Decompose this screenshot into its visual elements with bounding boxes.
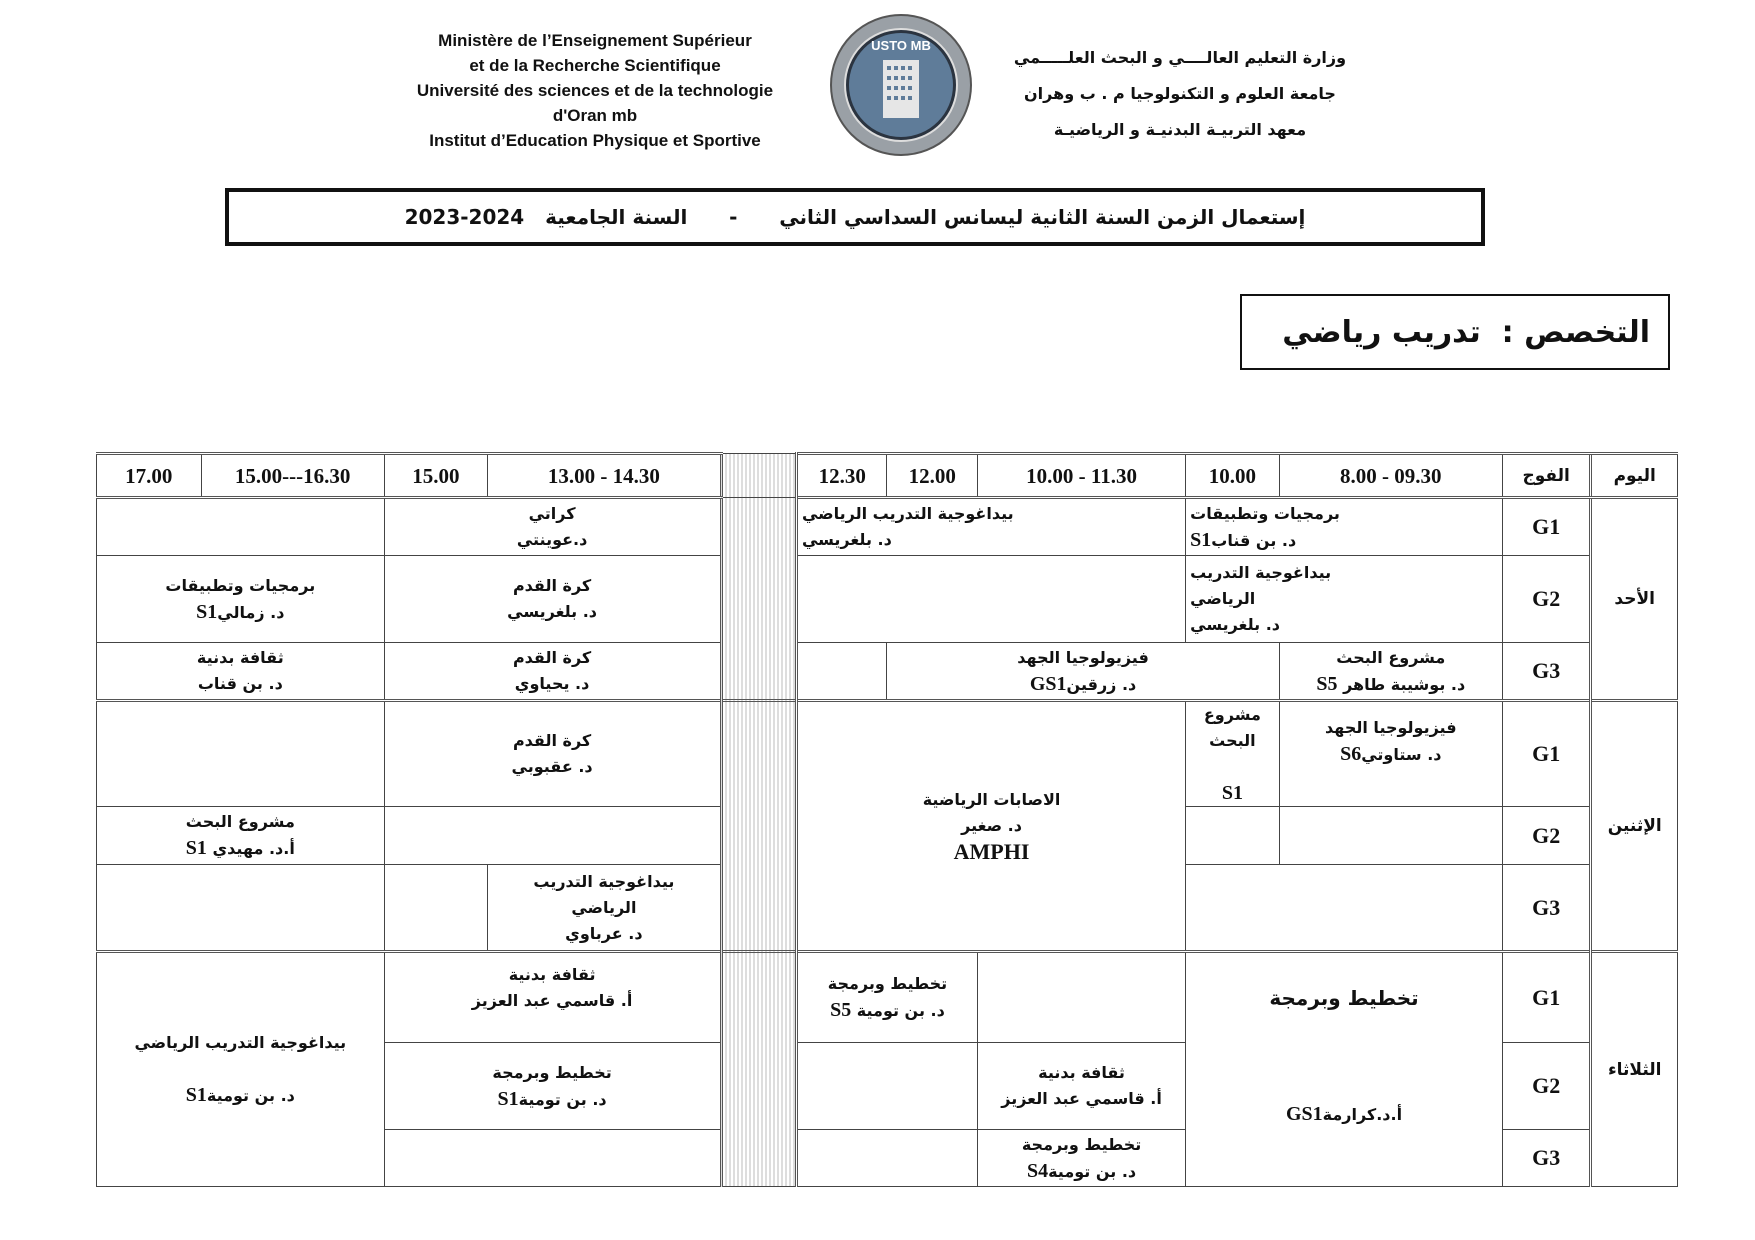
teacher-room: د. بن تومية S5 xyxy=(830,999,945,1021)
subject: مشروع البحث xyxy=(185,812,295,831)
teacher: د. بلغريسي xyxy=(801,530,892,549)
subject: برمجيات وتطبيقات xyxy=(165,575,316,595)
break-column xyxy=(721,701,796,952)
cell-empty xyxy=(796,1043,977,1130)
subject: كرة القدم xyxy=(512,576,592,595)
cell-sun-g3-morning xyxy=(1279,643,1502,701)
teacher: د.عوينتي xyxy=(516,530,588,549)
cell-mon-amphi xyxy=(796,701,1185,952)
cell-tue-g3-midmorning xyxy=(977,1130,1185,1187)
fr-line-5: Institut d’Education Physique et Sportive xyxy=(429,131,761,150)
timetable xyxy=(96,452,1678,1187)
title-year: 2023-2024 xyxy=(404,205,525,229)
teacher: د. صغير xyxy=(961,816,1022,835)
subject: تخطيط وبرمجة xyxy=(827,974,948,993)
subject: ثقافة بدنية xyxy=(196,648,284,667)
col-group: الفوج xyxy=(1502,454,1591,498)
cell-mon-g1-morning xyxy=(1279,701,1502,807)
subject: ثقافة بدنية xyxy=(508,964,596,984)
room: S1 xyxy=(1221,782,1243,804)
day-monday: الإثنين xyxy=(1591,701,1678,952)
col-t9: 17.00 xyxy=(97,454,202,498)
teacher: د. بلغريسي xyxy=(1190,615,1280,634)
ar-line-2: جامعة العلوم و التكنولوجيا م . ب وهران xyxy=(1024,84,1336,103)
cell-sun-g2-morning xyxy=(1186,556,1503,643)
teacher: د. عرباوي xyxy=(565,923,643,943)
fr-line-1: Ministère de l’Enseignement Supérieur xyxy=(438,31,752,50)
subject: الاصابات الرياضية xyxy=(922,790,1061,809)
cell-empty xyxy=(384,1130,721,1187)
subject: بيداغوجية التدريب الرياضي xyxy=(801,504,1014,523)
teacher: د. بلغريسي xyxy=(507,602,597,621)
teacher-room: أ.د.كرارمةGS1 xyxy=(1285,1103,1403,1125)
teacher-room: د. بن قنابS1 xyxy=(1190,528,1297,551)
cell-mon-g2-late xyxy=(97,807,385,865)
header-french xyxy=(395,28,795,153)
fr-line-3: Université des sciences et de la technologie xyxy=(416,81,774,100)
subject: ثقافة بدنية xyxy=(1038,1063,1125,1082)
subject: كراتي xyxy=(528,504,576,523)
ar-line-1: وزارة التعليم العالــــي و البحث العلـــــمي xyxy=(1013,48,1347,67)
col-t1: 8.00 - 09.30 xyxy=(1279,454,1502,498)
subject: فيزيولوجيا الجهد xyxy=(1017,647,1149,667)
cell-empty xyxy=(384,807,721,865)
header-row xyxy=(97,454,1678,498)
cell-sun-g1-afternoon xyxy=(384,498,721,556)
day-sunday: الأحد xyxy=(1591,498,1678,701)
subject: تخطيط وبرمجة xyxy=(492,1062,612,1082)
cell-empty xyxy=(97,865,385,952)
subject: بيداغوجية التدريب الرياضي xyxy=(134,1033,347,1052)
teacher-room: د. بن توميةS1 xyxy=(497,1087,607,1110)
subject: فيزيولوجيا الجهد xyxy=(1325,717,1457,737)
subject: مشروع البحث xyxy=(1336,647,1446,667)
subject: مشروع البحث xyxy=(1203,705,1261,750)
room: AMPHI xyxy=(953,839,1030,864)
row-mon-g1 xyxy=(97,701,1678,807)
cell-empty xyxy=(796,643,887,701)
col-day: اليوم xyxy=(1591,454,1678,498)
cell-sun-g1-midmorning xyxy=(796,498,1185,556)
row-sun-g3 xyxy=(97,643,1678,701)
cell-empty xyxy=(977,952,1185,1043)
row-tue-g1 xyxy=(97,952,1678,1043)
cell-empty xyxy=(1186,865,1503,952)
subject-line-1: بيداغوجية التدريب xyxy=(533,871,675,891)
logo-text: USTO MB xyxy=(871,38,931,53)
day-tuesday: الثلاثاء xyxy=(1591,952,1678,1187)
header-arabic xyxy=(995,40,1365,148)
row-sun-g1 xyxy=(97,498,1678,556)
teacher-room: أ.د. مهيدي S1 xyxy=(185,837,295,859)
group-g2: G2 xyxy=(1502,1043,1591,1130)
cell-sun-g2-late xyxy=(97,556,385,643)
cell-empty xyxy=(796,556,1185,643)
subject-line-1: بيداغوجية التدريب xyxy=(1190,563,1332,582)
group-g1: G1 xyxy=(1502,498,1591,556)
ar-line-3: معهد التربيـة البدنيـة و الرياضيـة xyxy=(1053,120,1307,139)
break-column xyxy=(721,952,796,1187)
subject-line-2: الرياضي xyxy=(571,897,637,917)
subject: برمجيات وتطبيقات xyxy=(1190,503,1340,523)
university-logo xyxy=(828,12,974,158)
cell-empty xyxy=(97,498,385,556)
subject: كرة القدم xyxy=(512,648,592,667)
title-year-label: السنة الجامعية xyxy=(545,205,688,229)
group-g3: G3 xyxy=(1502,643,1591,701)
cell-mon-g1-afternoon xyxy=(384,701,721,807)
subject-line-2: الرياضي xyxy=(1190,589,1256,608)
cell-sun-g3-midmorning xyxy=(887,643,1279,701)
cell-sun-g2-afternoon xyxy=(384,556,721,643)
cell-empty xyxy=(384,865,488,952)
row-sun-g2 xyxy=(97,556,1678,643)
cell-tue-g2-midmorning xyxy=(977,1043,1185,1130)
group-g1: G1 xyxy=(1502,701,1591,807)
cell-tue-g1-midmorning xyxy=(796,952,977,1043)
col-t3: 10.00 - 11.30 xyxy=(977,454,1185,498)
specialty-box xyxy=(1240,294,1670,370)
title-dash: - xyxy=(729,205,738,229)
group-g1: G1 xyxy=(1502,952,1591,1043)
teacher: د. عقبوبي xyxy=(511,757,593,776)
cell-empty xyxy=(97,701,385,807)
cell-tue-late xyxy=(97,952,385,1187)
timetable-title xyxy=(225,188,1485,246)
group-g2: G2 xyxy=(1502,556,1591,643)
cell-mon-g1-midmorning xyxy=(1186,701,1280,807)
specialty-label: التخصص : xyxy=(1501,314,1650,350)
group-g2: G2 xyxy=(1502,807,1591,865)
teacher: أ. قاسمي عبد العزيز xyxy=(1001,1089,1162,1108)
cell-sun-g1-morning xyxy=(1186,498,1503,556)
cell-empty xyxy=(1186,807,1280,865)
teacher-room: د. بن توميةS1 xyxy=(185,1084,295,1106)
col-t7: 15.00 xyxy=(384,454,488,498)
subject: كرة القدم xyxy=(512,731,592,750)
col-t5: 12.30 xyxy=(796,454,887,498)
cell-tue-g2-afternoon xyxy=(384,1043,721,1130)
teacher-room: د. ستاوتيS6 xyxy=(1340,742,1442,765)
cell-empty xyxy=(1279,807,1502,865)
col-t6: 13.00 - 14.30 xyxy=(488,454,721,498)
teacher-room: د. زرقينGS1 xyxy=(1029,672,1137,695)
specialty-value: تدريب رياضي xyxy=(1282,314,1481,350)
col-t2: 10.00 xyxy=(1186,454,1280,498)
fr-line-2: et de la Recherche Scientifique xyxy=(469,56,721,75)
teacher-room: د. بن توميةS4 xyxy=(1026,1159,1137,1182)
col-t8: 15.00---16.30 xyxy=(201,454,384,498)
cell-sun-g3-afternoon xyxy=(384,643,721,701)
teacher: د. بن قناب xyxy=(197,674,283,693)
subject: تخطيط وبرمجة xyxy=(1269,986,1419,1010)
cell-mon-g3-afternoon xyxy=(488,865,721,952)
cell-tue-g1-afternoon xyxy=(384,952,721,1043)
cell-empty xyxy=(796,1130,977,1187)
teacher: أ. قاسمي عبد العزيز xyxy=(471,990,633,1010)
teacher-room: د. بوشيبة طاهر S5 xyxy=(1316,672,1466,695)
teacher-room: د. زماليS1 xyxy=(196,600,285,623)
break-column xyxy=(721,498,796,701)
subject: تخطيط وبرمجة xyxy=(1021,1134,1142,1154)
title-main: إستعمال الزمن السنة الثانية ليسانس السداسي الثاني xyxy=(779,205,1306,229)
col-t4: 12.00 xyxy=(887,454,978,498)
group-g3: G3 xyxy=(1502,865,1591,952)
teacher: د. يحياوي xyxy=(514,674,590,693)
group-g3: G3 xyxy=(1502,1130,1591,1187)
cell-sun-g3-late xyxy=(97,643,385,701)
cell-tue-morning xyxy=(1186,952,1503,1187)
fr-line-4: d'Oran mb xyxy=(552,106,638,125)
break-column xyxy=(721,454,796,498)
